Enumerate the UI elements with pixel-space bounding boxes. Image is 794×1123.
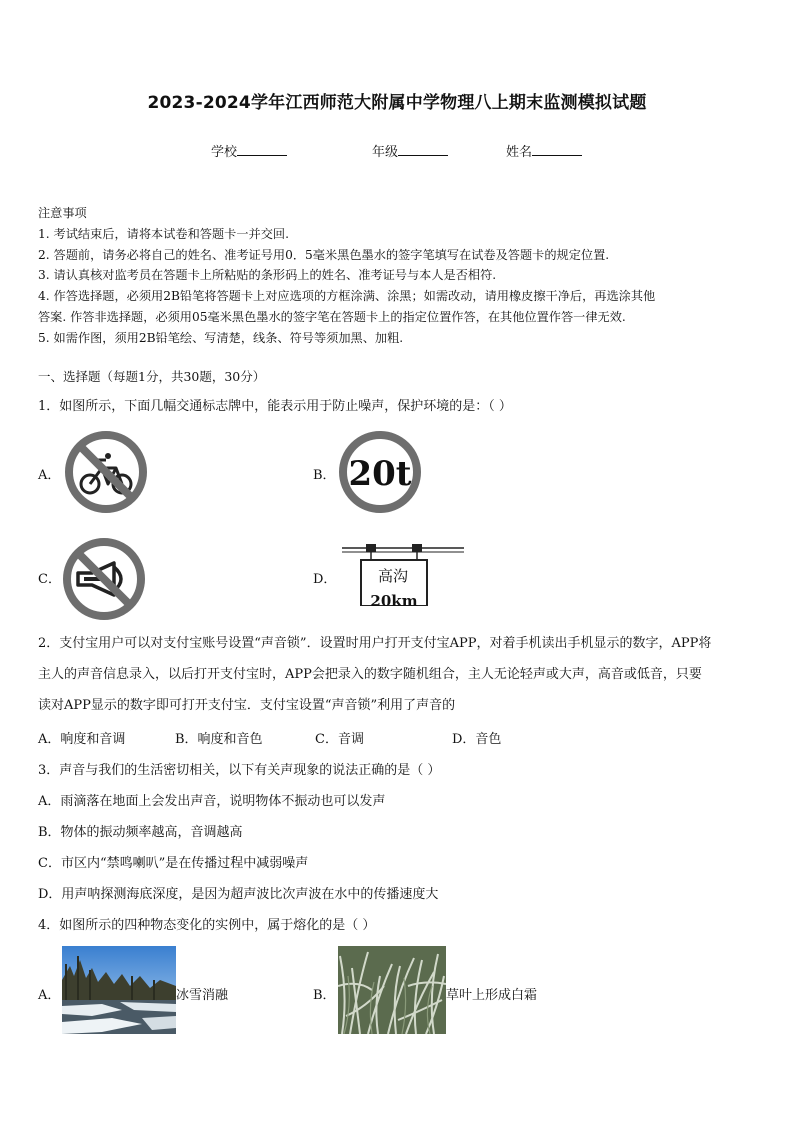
- section-heading: 一、选择题（每题1分，共30题，30分）: [38, 369, 266, 384]
- no-horn-sign-icon: [62, 537, 146, 621]
- q1-label-d: D．: [313, 572, 337, 587]
- q3-option-d: D．用声呐探测海底深度，是因为超声波比次声波在水中的传播速度大: [38, 887, 439, 902]
- q4-label-b: B．: [313, 988, 336, 1003]
- q1-label-c: C．: [38, 572, 61, 587]
- sign-b-text: 20t: [348, 454, 412, 494]
- q3-stem: 3．声音与我们的生活密切相关，以下有关声现象的说法正确的是（ ）: [38, 763, 441, 778]
- grade-blank: [398, 143, 448, 156]
- q2-line: 主人的声音信息录入，以后打开支付宝时，APP会把录入的数字随机组合，主人无论轻声或大声，高音或低音，只要: [38, 667, 702, 682]
- notes-heading: 注意事项: [38, 206, 87, 220]
- sign-d-line1: 高沟: [377, 567, 409, 585]
- distance-sign-icon: [340, 540, 466, 606]
- grade-label: 年级: [372, 145, 399, 160]
- no-bicycle-sign-icon: [64, 430, 148, 514]
- q2-line: 读对APP显示的数字即可打开支付宝．支付宝设置“声音锁”利用了声音的: [38, 698, 456, 713]
- sign-d-line2: 20km: [370, 592, 418, 606]
- notes-block: [38, 203, 758, 349]
- q2-option-a: A．响度和音调: [38, 732, 126, 747]
- grade-field: [372, 141, 448, 160]
- q4-label-a: A．: [38, 988, 61, 1003]
- name-label: 姓名: [506, 145, 533, 160]
- q1-label-b: B．: [313, 468, 336, 483]
- notes-item: 5. 如需作图，须用2B铅笔绘、写清楚，线条、符号等须加黑、加粗.: [38, 330, 404, 345]
- q3-option-c: C．市区内“禁鸣喇叭”是在传播过程中减弱噪声: [38, 856, 309, 871]
- q2-line: 2．支付宝用户可以对支付宝账号设置“声音锁”．设置时用户打开支付宝APP，对着手机读出手机显示的数字，APP将: [38, 636, 712, 651]
- notes-item: 4. 作答选择题，必须用2B铅笔将答题卡上对应选项的方框涂满、涂黑；如需改动，请用橡皮擦干净后，再选涂其他: [38, 289, 656, 304]
- melting-snow-photo: [62, 946, 176, 1034]
- q3-option-a: A．雨滴落在地面上会发出声音，说明物体不振动也可以发声: [38, 794, 386, 809]
- q2-option-b: B．响度和音色: [175, 732, 263, 747]
- name-field: [506, 141, 582, 160]
- school-label: 学校: [211, 145, 238, 160]
- q1-stem: 1．如图所示，下面几幅交通标志牌中，能表示用于防止噪声，保护环境的是：（ ）: [38, 399, 512, 414]
- q2-stem: [38, 628, 758, 721]
- q1-label-a: A．: [38, 468, 61, 483]
- notes-item: 3. 请认真核对监考员在答题卡上所粘贴的条形码上的姓名、准考证号与本人是否相符.: [38, 268, 497, 283]
- page-title: 2023-2024学年江西师范大附属中学物理八上期末监测模拟试题: [147, 93, 647, 113]
- school-field: [211, 141, 287, 160]
- q4-caption-a: 冰雪消融: [176, 988, 229, 1003]
- notes-item: 1. 考试结束后，请将本试卷和答题卡一并交回.: [38, 226, 289, 241]
- weight-limit-sign-icon: [338, 430, 422, 514]
- q2-option-c: C．音调: [315, 732, 364, 747]
- name-blank: [532, 143, 582, 156]
- q4-caption-b: 草叶上形成白霜: [446, 988, 538, 1003]
- frost-grass-photo: [338, 946, 446, 1034]
- q3-option-b: B．物体的振动频率越高，音调越高: [38, 825, 243, 840]
- school-blank: [237, 143, 287, 156]
- q2-option-d: D．音色: [452, 732, 502, 747]
- notes-item: 答案. 作答非选择题，必须用05毫米黑色墨水的签字笔在答题卡上的指定位置作答，在其他位置作答一律无效.: [38, 309, 626, 324]
- q4-stem: 4．如图所示的四种物态变化的实例中，属于熔化的是（ ）: [38, 918, 376, 933]
- notes-item: 2. 答题前，请务必将自己的姓名、准考证号用0．5毫米黑色墨水的签字笔填写在试卷及答题卡的规定位置.: [38, 247, 610, 262]
